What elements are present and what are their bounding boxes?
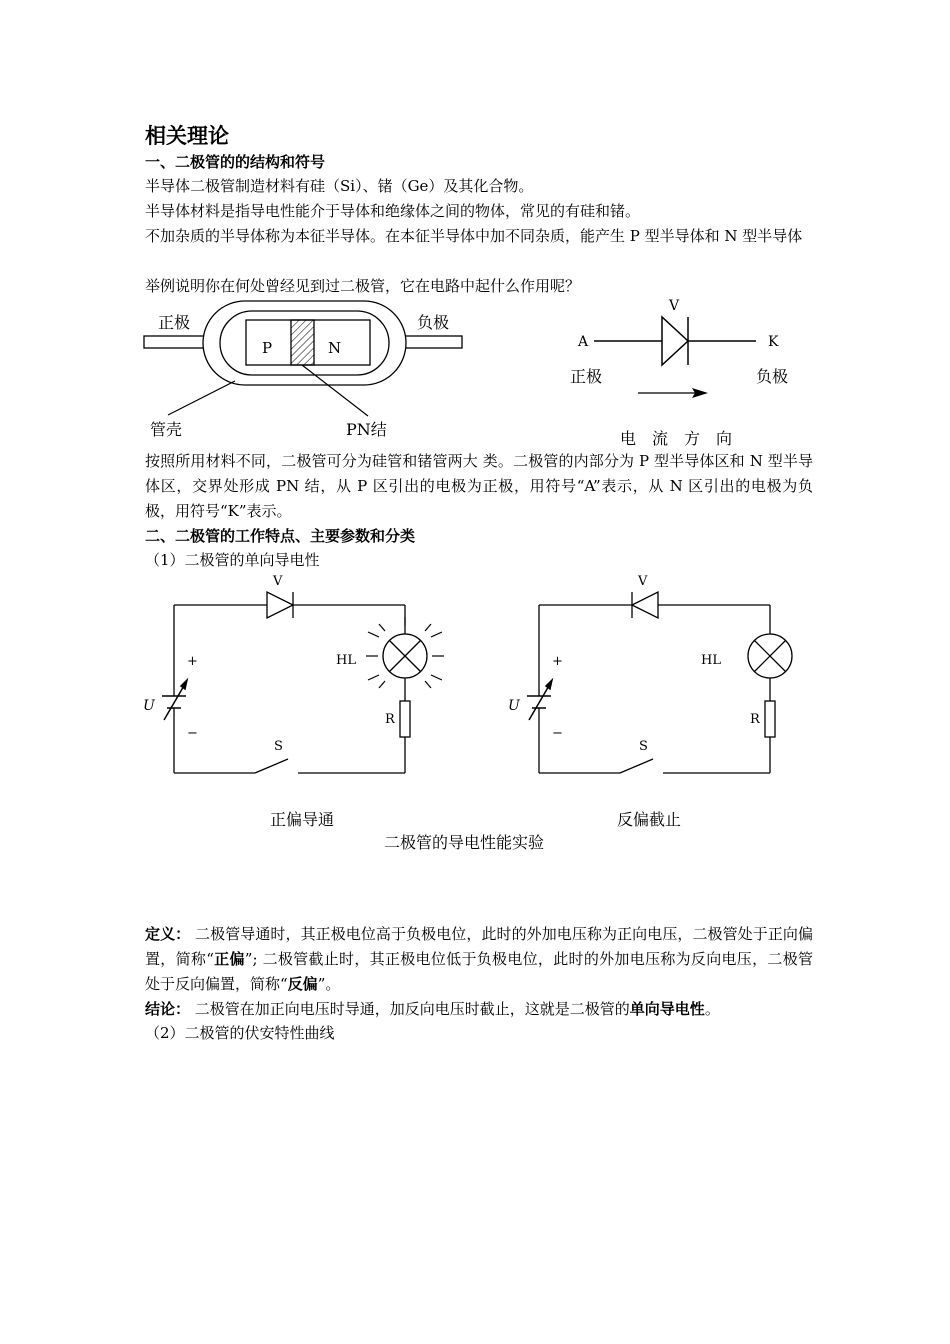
definition-label: 定义： — [145, 925, 191, 943]
circuit-hl-label: HL — [336, 653, 356, 668]
forward-bias-term: 正偏 — [213, 950, 245, 968]
subheading-vi-curve: （2）二极管的伏安特性曲线 — [145, 1024, 335, 1042]
circuit-r-label: R — [750, 712, 760, 727]
terminal-k-label: K — [768, 334, 779, 350]
diode-icon — [267, 592, 293, 618]
terminal-a-label: A — [578, 334, 589, 350]
heading-characteristics: 二、二极管的工作特点、主要参数和分类 — [145, 527, 416, 545]
circuit-r-label: R — [385, 712, 395, 727]
junction-label: PN结 — [346, 420, 387, 439]
plus-label: + — [552, 654, 563, 669]
paragraph-semiconductor: 半导体材料是指导电性能介于导体和绝缘体之间的物体，常见的有硅和锗。 — [145, 202, 641, 220]
pn-junction-region — [291, 320, 314, 365]
shell-label: 管壳 — [150, 420, 183, 439]
caption-experiment: 二极管的导电性能实验 — [384, 833, 545, 852]
p-region-label: P — [262, 339, 273, 357]
minus-label: − — [552, 726, 563, 741]
current-direction-label: 电 流 方 向 — [620, 429, 733, 448]
diode-triangle — [662, 317, 688, 365]
minus-label: − — [187, 726, 198, 741]
diode-v-label: V — [669, 298, 680, 314]
conclusion-label: 结论： — [145, 1000, 191, 1018]
circuit-u-label: U — [143, 698, 155, 714]
definition-paragraph: 定义： 二极管导通时，其正极电位高于负极电位，此时的外加电压称为正向电压，二极管处于正向偏置，简称“正偏”; 二极管截止时，其正极电位低于负极电位，此时的外加电压称为反向电压，二极管处于反向偏置，简称“反偏”。 — [145, 925, 814, 993]
paragraph-classification: 按照所用材料不同，二极管可分为硅管和锗管两大 类。二极管的内部分为 P 型半导体区和 N 型半导体区，交界处形成 PN 结，从 P 区引出的电极为正极，用符号“A”表示，从 N 区引出的电极为负极，用符号“K”表示。 — [145, 452, 814, 520]
cathode-label: 负极 — [417, 313, 450, 332]
circuit-s-label: S — [639, 739, 648, 754]
paragraph-question: 举例说明你在何处曾经见到过二极管，它在电路中起什么作用呢？ — [145, 277, 581, 295]
resistor-icon — [400, 701, 410, 737]
paragraph-intrinsic: 不加杂质的半导体称为本征半导体。在本征半导体中加不同杂质，能产生 P 型半导体和 N 型半导体 — [145, 227, 803, 245]
paragraph-materials: 半导体二极管制造材料有硅（Si）、锗（Ge）及其化合物。 — [145, 177, 534, 195]
reverse-bias-term: 反偏 — [287, 975, 318, 993]
circuit-s-label: S — [274, 739, 283, 754]
reversed-diode-icon — [632, 592, 658, 618]
reverse-bias-circuit — [500, 568, 820, 788]
diode-symbol-figure — [560, 292, 810, 452]
lamp-icon — [748, 634, 792, 678]
anode-label: 正极 — [158, 313, 191, 332]
caption-reverse-bias: 反偏截止 — [617, 810, 682, 829]
circuit-u-label: U — [508, 698, 520, 714]
caption-forward-bias: 正偏导通 — [270, 810, 335, 829]
diode-structure-figure — [140, 295, 470, 445]
circuit-hl-label: HL — [701, 653, 721, 668]
circuit-v-label: V — [638, 574, 648, 589]
circuit-v-label: V — [273, 574, 283, 589]
lamp-icon — [383, 634, 427, 678]
subheading-unidirectional: （1）二极管的单向导电性 — [145, 551, 320, 569]
section-title: 相关理论 — [145, 124, 229, 148]
n-region-label: N — [328, 339, 342, 357]
forward-bias-circuit — [135, 568, 455, 788]
unidirectional-term: 单向导电性 — [629, 1000, 705, 1018]
resistor-icon — [765, 701, 775, 737]
symbol-cathode-label: 负极 — [756, 367, 789, 386]
plus-label: + — [187, 654, 198, 669]
conclusion-paragraph: 结论： 二极管在加正向电压时导通，加反向电压时截止，这就是二极管的单向导电性。 — [145, 1000, 720, 1018]
symbol-anode-label: 正极 — [570, 367, 603, 386]
heading-structure-symbol: 一、二极管的的结构和符号 — [145, 153, 326, 171]
